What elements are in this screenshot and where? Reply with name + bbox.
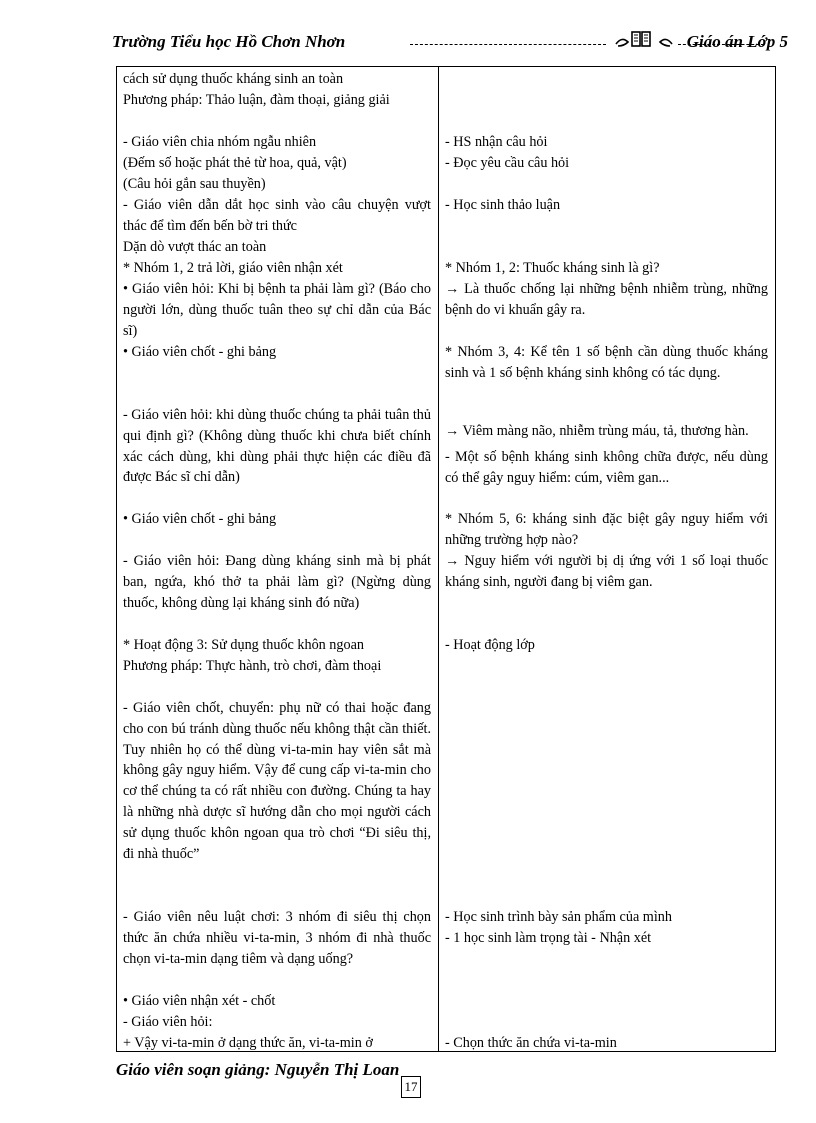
left-paragraph: - Giáo viên dẫn dắt học sinh vào câu chuyện vượt thác để tìm đến bến bờ tri thức [123, 197, 431, 234]
right-paragraph: - HS nhận câu hỏi [445, 134, 548, 150]
book-ornament-icon [612, 28, 676, 52]
right-paragraph: - Đọc yêu cầu câu hỏi [445, 155, 570, 171]
left-paragraph: - Giáo viên chốt, chuyển: phụ nữ có thai hoặc đang cho con bú tránh dùng thuốc nếu không thật cần thiết. Tuy nhiên họ có thể dùng vi-ta-min hay viên sắt mà không gây nguy hiểm. Vậy để cung cấp vi-ta-min cho cơ thể chúng ta có rất nhiều con đường. Chúng ta hay là những nhà dược sĩ hướng dẫn cho mọi người cách sử dụng thuốc khôn ngoan qua trò chơi “Đi siêu thị, đi nhà thuốc” [123, 700, 431, 862]
left-paragraph: • Giáo viên chốt - ghi bảng [123, 511, 277, 527]
left-paragraph: - Giáo viên hỏi: khi dùng thuốc chúng ta phải tuân thủ qui định gì? (Không dùng thuốc khi chưa biết chính xác cách dùng, khi dùng phải thực hiện các điều đã được Bác sĩ chỉ dẫn) [123, 407, 431, 486]
lesson-table [116, 66, 776, 1052]
left-paragraph: - Giáo viên nêu luật chơi: 3 nhóm đi siêu thị chọn thức ăn chứa nhiều vi-ta-min, 3 nhóm đi nhà thuốc chọn vi-ta-min dạng tiêm và dạng uống? [123, 909, 431, 967]
left-paragraph: (Đếm số hoặc phát thẻ từ hoa, quả, vật) [123, 155, 347, 171]
left-paragraph: Dặn dò vượt thác an toàn [123, 239, 267, 255]
left-paragraph: - Giáo viên hỏi: Đang dùng kháng sinh mà bị phát ban, ngứa, khó thở ta phải làm gì? (Ngừng dùng thuốc, không dùng lại kháng sinh đó nữa) [123, 553, 431, 611]
right-paragraph: - Học sinh trình bày sản phẩm của mình [445, 909, 672, 925]
left-paragraph: Phương pháp: Thực hành, trò chơi, đàm thoại [123, 658, 382, 674]
right-paragraph: - Một số bệnh kháng sinh không chữa được, nếu dùng có thể gây nguy hiểm: cúm, viêm gan... [445, 449, 768, 486]
footer-author: Giáo viên soạn giảng: Nguyễn Thị Loan [116, 1060, 400, 1079]
right-paragraph: - Học sinh thảo luận [445, 197, 561, 213]
left-paragraph: • Giáo viên chốt - ghi bảng [123, 344, 277, 360]
left-paragraph: • Giáo viên nhận xét - chốt [123, 993, 276, 1009]
right-paragraph: - Hoạt động lớp [445, 637, 535, 653]
left-paragraph: • Giáo viên hỏi: Khi bị bệnh ta phải làm gì? (Báo cho người lớn, dùng thuốc tuân theo sự chỉ dẫn của Bác sĩ) [123, 281, 431, 339]
right-paragraph: * Nhóm 3, 4: Kể tên 1 số bệnh cần dùng thuốc kháng sinh và 1 số bệnh kháng sinh không có tác dụng. [445, 344, 768, 381]
right-paragraph: * Nhóm 5, 6: kháng sinh đặc biệt gây nguy hiểm với những trường hợp nào? [445, 511, 768, 548]
right-paragraph: → Viêm màng não, nhiễm trùng máu, tả, thương hàn. [445, 423, 749, 439]
right-paragraph: * Nhóm 1, 2: Thuốc kháng sinh là gì? [445, 260, 660, 276]
page-number: 17 [401, 1076, 421, 1098]
left-paragraph: - Giáo viên chia nhóm ngẫu nhiên [123, 134, 317, 150]
header-rule-left [410, 44, 606, 45]
right-paragraph: → Nguy hiểm với người bị dị ứng với 1 số loại thuốc kháng sinh, người đang bị viêm gan. [445, 553, 768, 590]
school-name: Trường Tiểu học Hồ Chơn Nhơn [112, 32, 346, 51]
subject-label: Giáo án Lớp 5 [686, 32, 788, 51]
right-paragraph: → Là thuốc chống lại những bệnh nhiễm trùng, những bệnh do vi khuẩn gây ra. [445, 281, 768, 318]
column-divider [438, 67, 439, 1051]
left-paragraph: - Giáo viên hỏi: [123, 1014, 213, 1030]
right-paragraph: - Chọn thức ăn chứa vi-ta-min [445, 1035, 617, 1051]
left-paragraph: * Nhóm 1, 2 trả lời, giáo viên nhận xét [123, 260, 343, 276]
left-paragraph: + Vậy vi-ta-min ở dạng thức ăn, vi-ta-min ở [123, 1035, 373, 1051]
left-paragraph: (Câu hỏi gắn sau thuyền) [123, 176, 266, 192]
left-paragraph: * Hoạt động 3: Sử dụng thuốc khôn ngoan [123, 637, 364, 653]
left-paragraph: cách sử dụng thuốc kháng sinh an toàn [123, 71, 344, 87]
page-header [112, 32, 788, 56]
left-paragraph: Phương pháp: Thảo luận, đàm thoại, giảng giải [123, 92, 390, 108]
right-paragraph: - 1 học sinh làm trọng tài - Nhận xét [445, 930, 652, 946]
